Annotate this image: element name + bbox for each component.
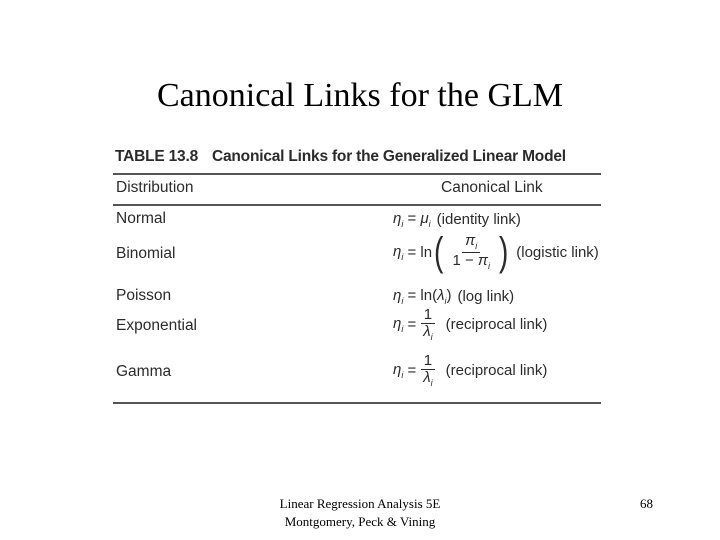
row-poisson-link: [393, 287, 514, 306]
poisson-link-desc: (log link): [457, 288, 515, 305]
poisson-link-formula: $\eta_i = \ln(\lambda_i)$: [393, 287, 452, 306]
row-poisson-distribution: Poisson: [116, 287, 172, 304]
normal-link-desc: (identity link): [436, 211, 521, 228]
row-exponential-link: [393, 307, 547, 342]
exponential-link-desc: (reciprocal link): [445, 316, 548, 334]
row-binomial-distribution: Binomial: [116, 245, 176, 262]
gamma-link-formula: $\eta_i$ = $\frac{1}{\lambda_i}$: [393, 353, 440, 388]
row-normal-distribution: Normal: [116, 210, 166, 227]
footer-citation: [0, 495, 720, 531]
footer-authors: Montgomery, Peck & Vining: [284, 514, 436, 529]
header-canonical-link: Canonical Link: [441, 179, 543, 196]
binomial-link-formula: $\eta_i$ = ln ( $\frac{\pi_i}{1 - \pi_i}$ ): [393, 230, 509, 274]
table-bottom-rule: [113, 402, 601, 404]
row-gamma-link: [393, 353, 547, 388]
table-13-8: [113, 144, 601, 406]
normal-link-formula: $\eta_i = \mu_i$: [393, 210, 431, 229]
header-distribution: Distribution: [116, 179, 194, 196]
table-caption-title: Canonical Links for the Generalized Linear Model: [212, 148, 566, 165]
table-top-rule: [113, 173, 601, 175]
exponential-link-formula: $\eta_i$ = $\frac{1}{\lambda_i}$: [393, 307, 440, 342]
row-normal-link: [393, 210, 521, 229]
row-exponential-distribution: Exponential: [116, 317, 198, 334]
footer-book-title: Linear Regression Analysis 5E: [279, 496, 441, 511]
gamma-link-desc: (reciprocal link): [445, 362, 548, 380]
row-gamma-distribution: Gamma: [116, 363, 172, 380]
page-number: 68: [640, 496, 653, 511]
row-binomial-link: [393, 232, 599, 272]
table-label: TABLE 13.8: [115, 148, 198, 165]
table-caption: [115, 148, 566, 166]
slide-title: Canonical Links for the GLM: [156, 77, 564, 114]
binomial-link-desc: (logistic link): [516, 243, 599, 261]
table-header-rule: [113, 204, 601, 206]
